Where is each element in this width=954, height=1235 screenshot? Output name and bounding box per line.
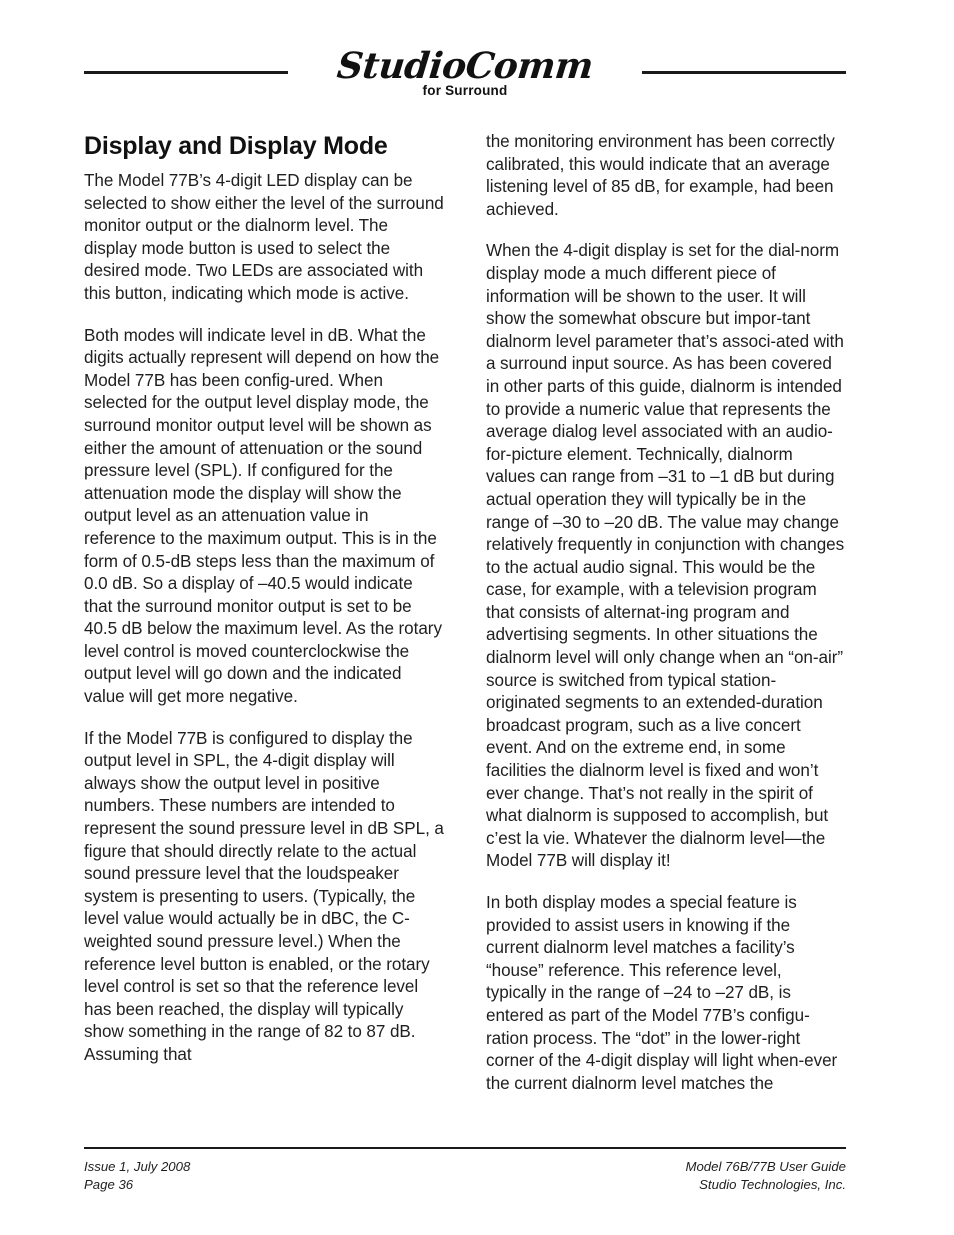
- paragraph: If the Model 77B is configured to display the output level in SPL, the 4-digit display will always show the output level in positive numbers. These numbers are intended to represent the sound pressure level in dB SPL, a figure that should directly relate to the actual sound pressure level that the loudspeaker system is presenting to users. (Typically, the level value would actually be in dBC, the C-weighted sound pressure level.) When the reference level button is enabled, or the rotary level control is set so that the reference level has been reached, the display will typically show something in the range of 82 to 87 dB. Assuming that: [84, 728, 444, 1064]
- logo-wordmark: StudioComm: [335, 45, 595, 87]
- footer-content: [84, 1158, 846, 1193]
- paragraph: When the 4-digit display is set for the dial-norm display mode a much different piece of information will be shown to the user. It will show the somewhat obscure but impor-tant dialnorm level parameter that’s associ-ated with a surround input source. As has been covered in other parts of this guide, dialnorm is intended to provide a numeric value that represents the average dialog level associated with an audio-for-picture element. Technically, dialnorm values can range from –31 to –1 dB but during actual operation they will typically be in the range of –30 to –20 dB. The value may change relatively frequently in conjunction with changes to the actual audio signal. This would be the case, for example, with a television program that consists of alternat-ing program and advertising segments. In other situations the dialnorm level will only change when an “on-air” source is switched from typical station-originated segments to an extended-duration broadcast program, such as a live concert event. And on the extreme end, in some facilities the dialnorm level is fixed and won’t ever change. That’s not really in the spirit of what dialnorm is supposed to accomplish, but c’est la vie. Whatever the dialnorm level—the Model 77B will display it!: [486, 241, 845, 871]
- page-header: [84, 45, 846, 110]
- page-number: Page 36: [84, 1176, 134, 1192]
- right-column: [486, 131, 846, 1095]
- footer-right: [685, 1158, 846, 1193]
- body-columns: [84, 131, 846, 1095]
- page-title: Display and Display Mode: [84, 132, 388, 160]
- issue-label: Issue 1, July 2008: [84, 1159, 191, 1174]
- footer-left: [84, 1158, 190, 1193]
- paragraph: In both display modes a special feature is provided to assist users in knowing if the current dialnorm level matches a facility’s “house” reference. This reference level, typically in the range of –24 to –27 dB, is entered as part of the Model 77B’s configu-ration process. The “dot” in the lower-right corner of the 4-digit display will light when-ever the current dialnorm level matches the: [486, 893, 838, 1093]
- paragraph: The Model 77B’s 4-digit LED display can be selected to show either the level of the surround monitor output or the dialnorm level. The display mode button is used to select the desired mode. Two LEDs are associated with this button, indicating which mode is active.: [84, 171, 444, 303]
- footer-rule: [84, 1147, 846, 1150]
- guide-title: Model 76B/77B User Guide: [685, 1159, 846, 1174]
- company-name: Studio Technologies, Inc.: [699, 1176, 846, 1192]
- header-rule-right: [642, 71, 846, 74]
- page-footer: [84, 1147, 846, 1194]
- studiocomm-logo: [305, 45, 625, 99]
- left-column: [84, 131, 444, 1095]
- paragraph: Both modes will indicate level in dB. What the digits actually represent will depend on how the Model 77B has been config-ured. When selected for the output level display mode, the surround monitor output level will be shown as either the amount of attenuation or the sound pressure level (SPL). If configured for the attenuation mode the display will show the output level as an attenuation value in reference to the maximum output. This is in the form of 0.5-dB steps less than the maximum of 0.0 dB. So a display of –40.5 would indicate that the surround monitor output is set to be 40.5 dB below the maximum level. As the rotary level control is moved counterclockwise the output level will go down and the indicated value will get more negative.: [84, 325, 442, 707]
- header-rule-left: [84, 71, 288, 74]
- paragraph: the monitoring environment has been correctly calibrated, this would indicate that an average listening level of 85 dB, for example, had been achieved.: [486, 132, 835, 219]
- logo-tagline: for Surround: [422, 83, 508, 98]
